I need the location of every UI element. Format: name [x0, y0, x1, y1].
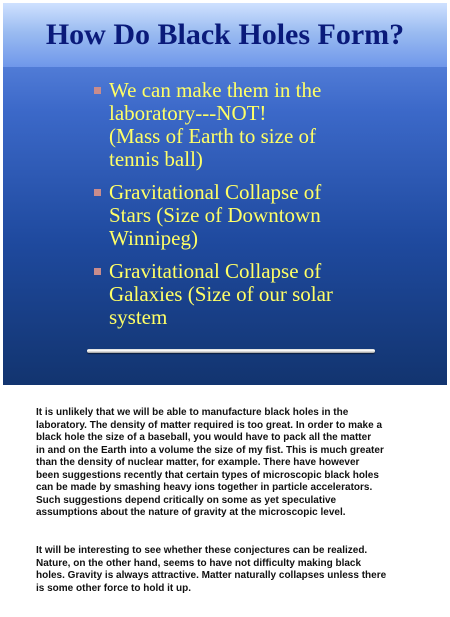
bullet-line: laboratory---NOT! [109, 101, 267, 125]
notes-line: Nature, on the other hand, seems to have not difficulty making black [36, 557, 362, 569]
divider-bar [87, 349, 375, 353]
notes-line: is some other force to hold it up. [36, 582, 192, 594]
bullet-line: system [109, 305, 168, 329]
bullet-line: Gravitational Collapse of [109, 180, 322, 204]
square-bullet-icon [94, 87, 101, 94]
notes-line: been suggestions recently that certain types of microscopic black holes [36, 469, 379, 481]
slide-title: How Do Black Holes Form? [45, 18, 405, 51]
notes-line: black hole the size of a baseball, you would have to pack all the matter [36, 432, 372, 443]
bullet-line: Winnipeg) [109, 226, 198, 250]
bullet-item [93, 260, 393, 329]
square-bullet-icon [94, 268, 101, 275]
bullet-line: tennis ball) [109, 147, 203, 171]
bullet-line: Gravitational Collapse of [109, 259, 322, 283]
notes-line: than the density of nuclear matter, for example. There have however [36, 457, 360, 468]
notes-line: holes. Gravity is always attractive. Matter naturally collapses unless there [36, 570, 387, 581]
bullet-line: (Mass of Earth to size of [109, 124, 317, 148]
notes-line: Such suggestions depend critically on some as yet speculative [36, 494, 337, 506]
notes-line: in and on the Earth into a volume the size of my fist. This is much greater [36, 444, 384, 456]
bullet-list [93, 79, 393, 339]
notes-line: assumptions about the nature of gravity at the microscopic level. [36, 507, 346, 518]
bullet-item [93, 79, 393, 171]
bullet-line: Galaxies (Size of our solar [109, 282, 333, 306]
bullet-line: Stars (Size of Downtown [109, 203, 321, 227]
notes-paragraph [36, 407, 436, 520]
slide [3, 3, 447, 385]
notes-paragraph [36, 545, 436, 595]
notes-line: It will be interesting to see whether these conjectures can be realized. [36, 545, 368, 556]
bullet-line: We can make them in the [109, 78, 322, 102]
bullet-item [93, 181, 393, 250]
notes-line: can be made by smashing heavy ions together in particle accelerators. [36, 482, 373, 493]
notes-line: It is unlikely that we will be able to manufacture black holes in the [36, 407, 349, 418]
notes-line: laboratory. The density of matter required is too great. In order to make a [36, 419, 383, 431]
square-bullet-icon [94, 189, 101, 196]
